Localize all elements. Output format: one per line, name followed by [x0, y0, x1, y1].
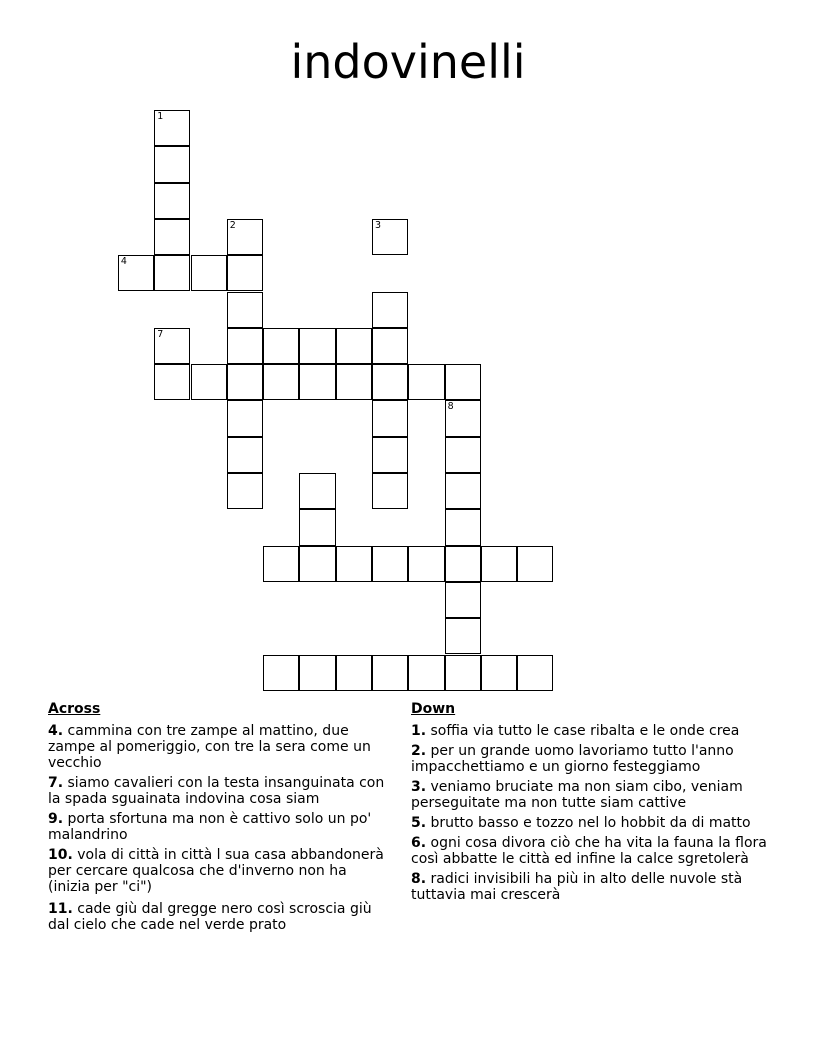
grid-cell[interactable] — [299, 546, 335, 582]
clue-down-8: 8. radici invisibili ha più in alto delle nuvole stà tuttavia mai crescerà — [411, 871, 743, 903]
clue-across-4: 4. cammina con tre zampe al mattino, due zampe al pomeriggio, con tre la sera come un vecchio — [48, 723, 371, 771]
clue-down-2: 2. per un grande uomo lavoriamo tutto l'anno impacchettiamo e un giorno festeggiamo — [411, 743, 734, 775]
grid-cell[interactable] — [372, 328, 408, 364]
grid-cell[interactable] — [372, 219, 408, 255]
grid-cell[interactable] — [263, 546, 299, 582]
clue-across-11: 11. cade giù dal gregge nero così scroscia giù dal cielo che cade nel verde prato — [48, 901, 372, 933]
clue-number: 8 — [447, 401, 454, 413]
grid-cell[interactable] — [517, 546, 553, 582]
grid-cell[interactable] — [227, 328, 263, 364]
grid-cell[interactable] — [372, 473, 408, 509]
clue-down-5: 5. brutto basso e tozzo nel lo hobbit da di matto — [411, 815, 751, 831]
grid-cell[interactable] — [263, 328, 299, 364]
grid-cell[interactable] — [481, 546, 517, 582]
grid-cell[interactable] — [191, 364, 227, 400]
grid-cell[interactable] — [372, 400, 408, 436]
grid-cell[interactable] — [336, 364, 372, 400]
grid-cell[interactable] — [372, 655, 408, 691]
grid-cell[interactable] — [299, 509, 335, 545]
clue-number: 1 — [157, 111, 164, 122]
grid-cell[interactable] — [154, 328, 190, 364]
clue-number: 2 — [229, 219, 236, 231]
grid-cell[interactable] — [445, 473, 481, 509]
clue-number: 4 — [120, 256, 127, 268]
grid-cell[interactable] — [445, 618, 481, 654]
down-heading: Down — [411, 701, 456, 717]
grid-cell[interactable] — [299, 328, 335, 364]
grid-cell[interactable] — [154, 146, 190, 182]
grid-cell[interactable] — [154, 255, 190, 291]
grid-cell[interactable] — [445, 509, 481, 545]
clue-down-6: 6. ogni cosa divora ciò che ha vita la fauna la flora così abbatte le città ed infine la calce sgretolerà — [411, 835, 767, 867]
grid-cell[interactable] — [408, 364, 444, 400]
grid-cell[interactable] — [227, 219, 263, 255]
across-clues — [48, 701, 393, 937]
grid-cell[interactable] — [227, 437, 263, 473]
grid-cell[interactable] — [445, 582, 481, 618]
grid-cell[interactable] — [227, 255, 263, 291]
grid-cell[interactable] — [372, 364, 408, 400]
clue-down-3: 3. veniamo bruciate ma non siam cibo, veniam perseguitate ma non tutte siam cattive — [411, 779, 743, 811]
grid-cell[interactable] — [227, 292, 263, 328]
grid-cell[interactable] — [299, 655, 335, 691]
grid-cell[interactable] — [336, 655, 372, 691]
clue-number: 3 — [375, 219, 382, 231]
grid-cell[interactable] — [118, 255, 154, 291]
clue-across-7: 7. siamo cavalieri con la testa insanguinata con la spada sguainata indovina cosa siam — [48, 775, 385, 807]
grid-cell[interactable] — [154, 364, 190, 400]
grid-cell[interactable] — [263, 364, 299, 400]
grid-cell[interactable] — [372, 546, 408, 582]
grid-cell[interactable] — [372, 437, 408, 473]
grid-cell[interactable] — [299, 473, 335, 509]
grid-cell[interactable] — [191, 255, 227, 291]
grid-cell[interactable] — [481, 655, 517, 691]
grid-cell[interactable] — [517, 655, 553, 691]
grid-cell[interactable] — [227, 473, 263, 509]
grid-cell[interactable] — [445, 400, 481, 436]
grid-cell[interactable] — [336, 328, 372, 364]
grid-cell[interactable] — [336, 546, 372, 582]
grid-cell[interactable] — [227, 400, 263, 436]
grid-cell[interactable] — [154, 110, 190, 146]
grid-cell[interactable] — [154, 183, 190, 219]
grid-cell[interactable] — [154, 219, 190, 255]
grid-cell[interactable] — [299, 364, 335, 400]
grid-cell[interactable] — [263, 655, 299, 691]
clue-across-9: 9. porta sfortuna ma non è cattivo solo un po' malandrino — [48, 811, 372, 843]
grid-cell[interactable] — [408, 546, 444, 582]
across-heading: Across — [48, 701, 101, 717]
grid-cell[interactable] — [445, 655, 481, 691]
page-title: indovinelli — [290, 35, 526, 89]
clue-across-10: 10. vola di città in città l sua casa abbandonerà per cercare qualcosa che d'inverno non ha (inizia per "ci") — [48, 847, 384, 895]
grid-cell[interactable] — [445, 437, 481, 473]
grid-cell[interactable] — [408, 655, 444, 691]
down-clues — [411, 701, 769, 907]
grid-cell[interactable] — [227, 364, 263, 400]
clue-down-1: 1. soffia via tutto le case ribalta e le onde crea — [411, 723, 740, 739]
grid-cell[interactable] — [445, 364, 481, 400]
clue-number: 7 — [157, 328, 164, 340]
grid-cell[interactable] — [445, 546, 481, 582]
grid-cell[interactable] — [372, 292, 408, 328]
